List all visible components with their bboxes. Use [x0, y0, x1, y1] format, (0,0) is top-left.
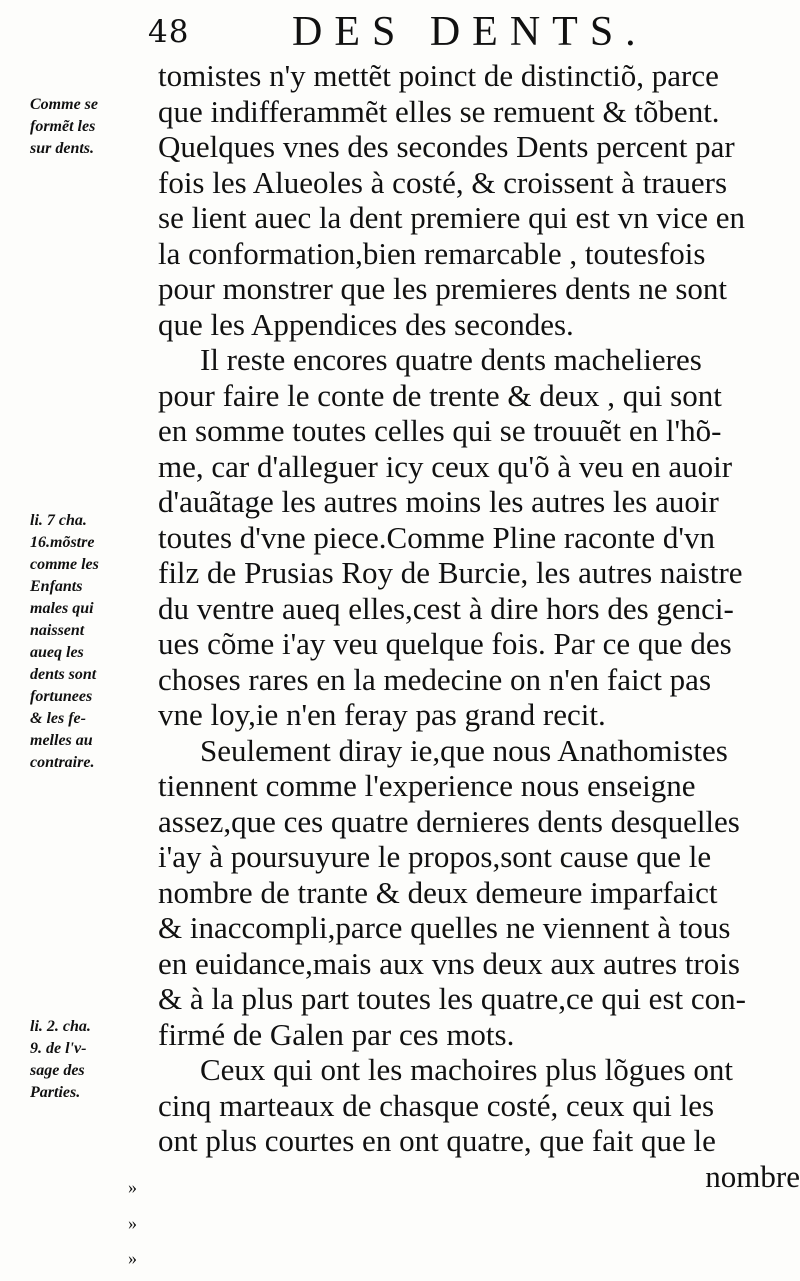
text-line: & inaccompli,parce quelles ne viennent à tous — [158, 910, 731, 945]
margin-note-line: sur dents. — [30, 140, 95, 157]
text-line: tiennent comme l'experience nous enseigne — [158, 768, 696, 803]
page-number: 48 — [148, 14, 190, 50]
page-header — [140, 8, 800, 58]
quote-mark: » — [128, 1248, 137, 1268]
margin-note-line: naissent — [30, 622, 85, 639]
text-line: en euidance,mais aux vns deux aux autres trois — [158, 945, 740, 981]
text-line: toutes d'vne piece.Comme Pline raconte d'vn — [158, 519, 715, 555]
text-line: se lient auec la dent premiere qui est vn vice en — [158, 200, 746, 235]
margin-note-line: Comme se — [30, 96, 98, 113]
margin-note-line: li. 2. cha. — [30, 1018, 91, 1035]
margin-note-line: 9. de l'v- — [30, 1040, 87, 1057]
running-head: DES DENTS. — [292, 9, 648, 55]
margin-note-line: formẽt les — [30, 118, 96, 135]
text-line: i'ay à poursuyure le propos,sont cause que le — [158, 839, 712, 874]
quote-mark: » — [128, 1177, 137, 1197]
text-line: cinq marteaux de chasque costé, ceux qui les — [158, 1087, 715, 1123]
text-line: d'auãtage les autres moins les autres les auoir — [158, 484, 719, 519]
text-line: ont plus courtes en ont quatre, que fait que le — [158, 1123, 716, 1158]
text-line: fois les Alueoles à costé, & croissent à trauers — [158, 164, 728, 200]
quote-mark: » — [128, 1212, 137, 1233]
margin-note-line: males qui — [30, 600, 94, 617]
margin-note-formation — [30, 94, 158, 160]
text-line: vne loy,ie n'en feray pas grand recit. — [158, 697, 606, 732]
margin-note-line: Enfants — [30, 578, 83, 595]
catchword: nombre — [705, 1158, 800, 1194]
body-text — [158, 58, 800, 1194]
margin-note-line: li. 7 cha. — [30, 512, 87, 529]
text-line: filz de Prusias Roy de Burcie, les autres naistre — [158, 555, 743, 590]
margin-note-line: Parties. — [30, 1084, 81, 1101]
text-line: du ventre aueq elles,cest à dire hors des genci- — [158, 590, 734, 626]
margin-note-line: comme les — [30, 556, 99, 573]
margin-note-line: sage des — [30, 1062, 85, 1079]
text-line: assez,que ces quatre dernieres dents desquelles — [158, 803, 740, 839]
text-line: tomistes n'y mettẽt poinct de distinctiõ, parce — [158, 58, 719, 93]
text-line: que les Appendices des secondes. — [158, 306, 574, 342]
margin-note-line: fortunees — [30, 688, 93, 705]
text-line: la conformation,bien remarcable , toutesfois — [158, 235, 706, 271]
margin-note-galen — [30, 1016, 158, 1104]
text-line: ues cõme i'ay veu quelque fois. Par ce que des — [158, 626, 732, 661]
margin-note-line: & les fe- — [30, 710, 86, 727]
text-line: en somme toutes celles qui se trouuẽt en l'hõ- — [158, 413, 722, 448]
text-line: que indifferammẽt elles se remuent & tõbent. — [158, 93, 720, 129]
text-line: me, car d'alleguer icy ceux qu'õ à veu en auoir — [158, 448, 733, 484]
text-line: firmé de Galen par ces mots. — [158, 1016, 515, 1052]
text-line: pour monstrer que les premieres dents ne sont — [158, 271, 728, 306]
margin-note-pline — [30, 510, 158, 774]
text-line: nombre de trante & deux demeure imparfaict — [158, 874, 718, 910]
text-line: & à la plus part toutes les quatre,ce qui est con- — [158, 981, 746, 1016]
text-line: choses rares en la medecine on n'en faict pas — [158, 661, 712, 697]
quotation-marks — [128, 1170, 158, 1277]
paragraph-start-line: Il reste encores quatre dents machelieres — [200, 342, 702, 377]
margin-note-line: 16.mõstre — [30, 534, 95, 551]
margin-note-line: dents sont — [30, 666, 97, 683]
text-line: pour faire le conte de trente & deux , qui sont — [158, 377, 722, 413]
margin-note-line: melles au — [30, 732, 93, 749]
text-line: Quelques vnes des secondes Dents percent par — [158, 129, 735, 164]
margin-note-line: contraire. — [30, 754, 95, 771]
margin-note-line: aueq les — [30, 644, 84, 661]
paragraph-start-line: Ceux qui ont les machoires plus lõgues ont — [200, 1052, 733, 1087]
paragraph-start-line: Seulement diray ie,que nous Anathomistes — [200, 732, 728, 768]
